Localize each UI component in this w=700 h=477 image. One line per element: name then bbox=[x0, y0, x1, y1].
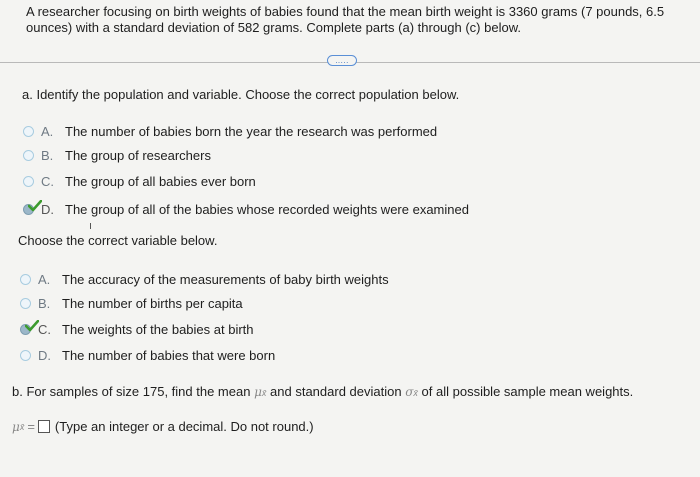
option-text: The number of babies born the year the research was performed bbox=[65, 123, 438, 139]
option-text: The group of researchers bbox=[65, 147, 211, 163]
part-b-prompt-start: b. For samples of size 175, find the mean bbox=[12, 384, 251, 399]
x-bar-subscript: x̄ bbox=[19, 421, 25, 432]
option-letter: A. bbox=[41, 123, 54, 139]
option-letter: C. bbox=[41, 173, 54, 189]
text-cursor bbox=[90, 223, 91, 229]
mu-symbol: μ bbox=[12, 419, 20, 434]
answer-hint: (Type an integer or a decimal. Do not round.) bbox=[54, 419, 314, 434]
variable-option-b[interactable] bbox=[20, 295, 243, 311]
mean-answer-row bbox=[12, 419, 314, 434]
option-letter: D. bbox=[41, 201, 54, 217]
population-option-c[interactable] bbox=[23, 173, 256, 189]
radio-button[interactable] bbox=[23, 176, 34, 187]
radio-button[interactable] bbox=[23, 126, 34, 137]
radio-button[interactable] bbox=[23, 150, 34, 161]
x-bar-subscript: x̄ bbox=[413, 388, 418, 398]
equals-sign: = bbox=[27, 419, 35, 434]
checkmark-icon bbox=[28, 200, 42, 212]
variable-option-c[interactable] bbox=[20, 321, 254, 337]
option-text: The group of all babies ever born bbox=[65, 173, 256, 189]
mean-answer-input[interactable] bbox=[38, 420, 50, 433]
variable-option-d[interactable] bbox=[20, 347, 275, 363]
question-stem: A researcher focusing on birth weights of babies found that the mean birth weight is 3360 grams (7 pounds, 6.5 ounces) with a standard deviation of 582 grams. Complete parts (a) through (c) below. bbox=[26, 4, 665, 35]
part-a-prompt: a. Identify the population and variable. Choose the correct population below. bbox=[22, 87, 460, 102]
part-b-prompt bbox=[12, 384, 633, 399]
checkmark-icon bbox=[25, 320, 39, 332]
part-b-prompt-middle: and standard deviation bbox=[270, 384, 402, 399]
option-text: The group of all of the babies whose recorded weights were examined bbox=[65, 201, 469, 217]
option-text: The accuracy of the measurements of baby birth weights bbox=[62, 271, 389, 287]
x-bar-subscript: x̄ bbox=[261, 388, 267, 398]
population-option-b[interactable] bbox=[23, 147, 211, 163]
variable-prompt: Choose the correct variable below. bbox=[18, 233, 218, 248]
radio-button[interactable] bbox=[20, 274, 31, 285]
option-letter: C. bbox=[38, 321, 51, 337]
variable-option-a[interactable] bbox=[20, 271, 389, 287]
population-option-d[interactable] bbox=[23, 201, 469, 217]
mu-symbol: μ bbox=[254, 385, 262, 399]
radio-button[interactable] bbox=[20, 350, 31, 361]
option-letter: B. bbox=[38, 295, 51, 311]
population-option-a[interactable] bbox=[23, 123, 437, 139]
sigma-symbol: σ bbox=[405, 385, 414, 399]
radio-button[interactable] bbox=[20, 298, 31, 309]
radio-button-selected[interactable] bbox=[23, 204, 34, 215]
option-letter: D. bbox=[38, 347, 51, 363]
option-letter: B. bbox=[41, 147, 54, 163]
radio-button-selected[interactable] bbox=[20, 324, 31, 335]
option-text: The number of babies that were born bbox=[62, 347, 276, 363]
expand-more-button[interactable]: ..... bbox=[327, 55, 357, 66]
part-b-prompt-end: of all possible sample mean weights. bbox=[421, 384, 634, 399]
option-letter: A. bbox=[38, 271, 51, 287]
option-text: The weights of the babies at birth bbox=[62, 321, 254, 337]
option-text: The number of births per capita bbox=[62, 295, 243, 311]
